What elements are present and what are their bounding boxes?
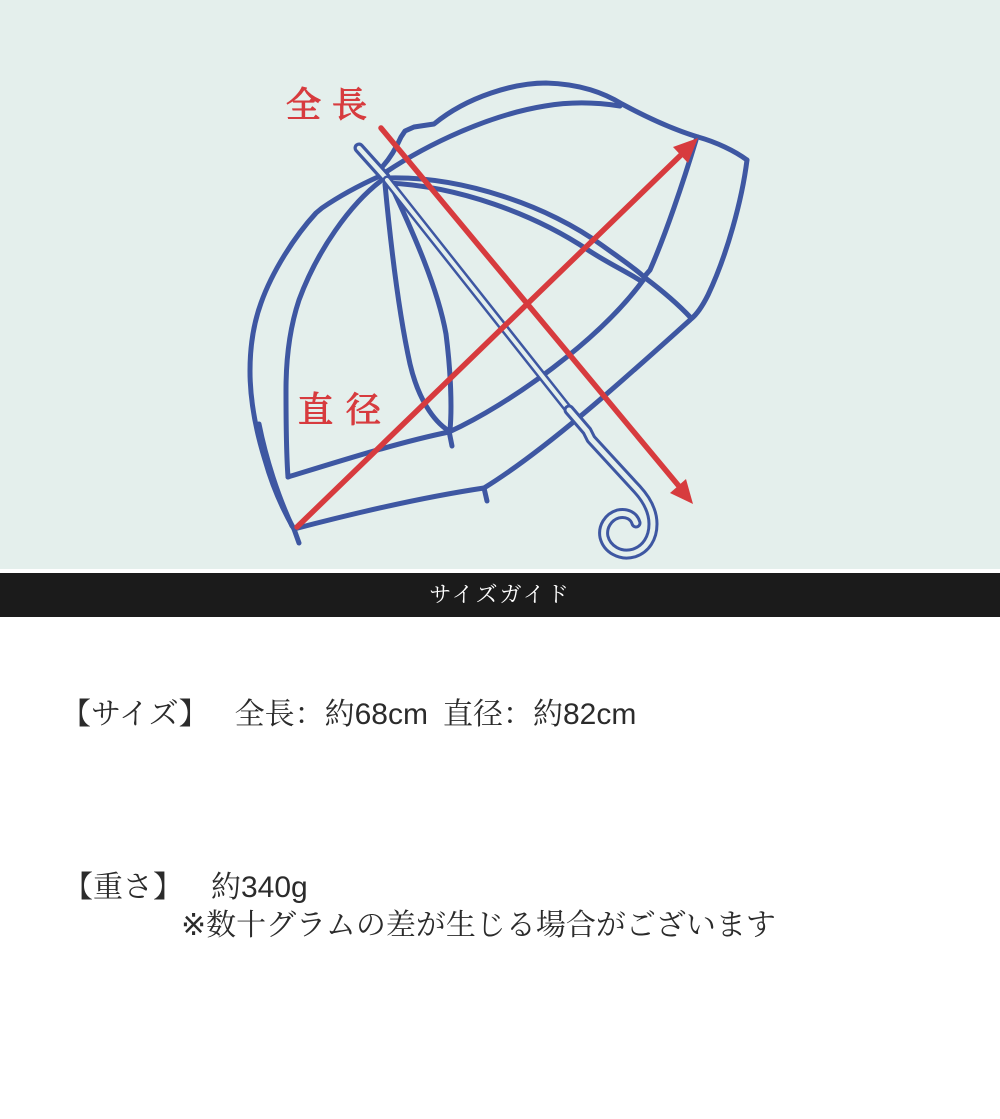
specs-section [0, 617, 1000, 1119]
umbrella-handle [569, 410, 653, 554]
size-spec-row [61, 700, 636, 730]
size-guide-bar [0, 573, 1000, 617]
weight-spec-label: 【重さ】 [63, 871, 183, 904]
weight-spec-value: 約340g [211, 871, 308, 904]
size-guide-title: サイズガイド [429, 582, 571, 607]
size-spec-label: 【サイズ】 [61, 698, 209, 731]
total-length-label: 全長 [286, 86, 379, 125]
umbrella-canopy [250, 83, 747, 543]
weight-note: ※数十グラムの差が生じる場合がございます [181, 909, 776, 942]
size-spec-diameter: 直径：約82cm [442, 698, 637, 731]
weight-spec-row [63, 873, 308, 903]
total-length-arrow [381, 128, 693, 504]
diameter-label: 直径 [298, 391, 395, 430]
size-spec-total-length: 全長：約68cm [234, 698, 428, 731]
umbrella-ferrule [359, 148, 385, 177]
